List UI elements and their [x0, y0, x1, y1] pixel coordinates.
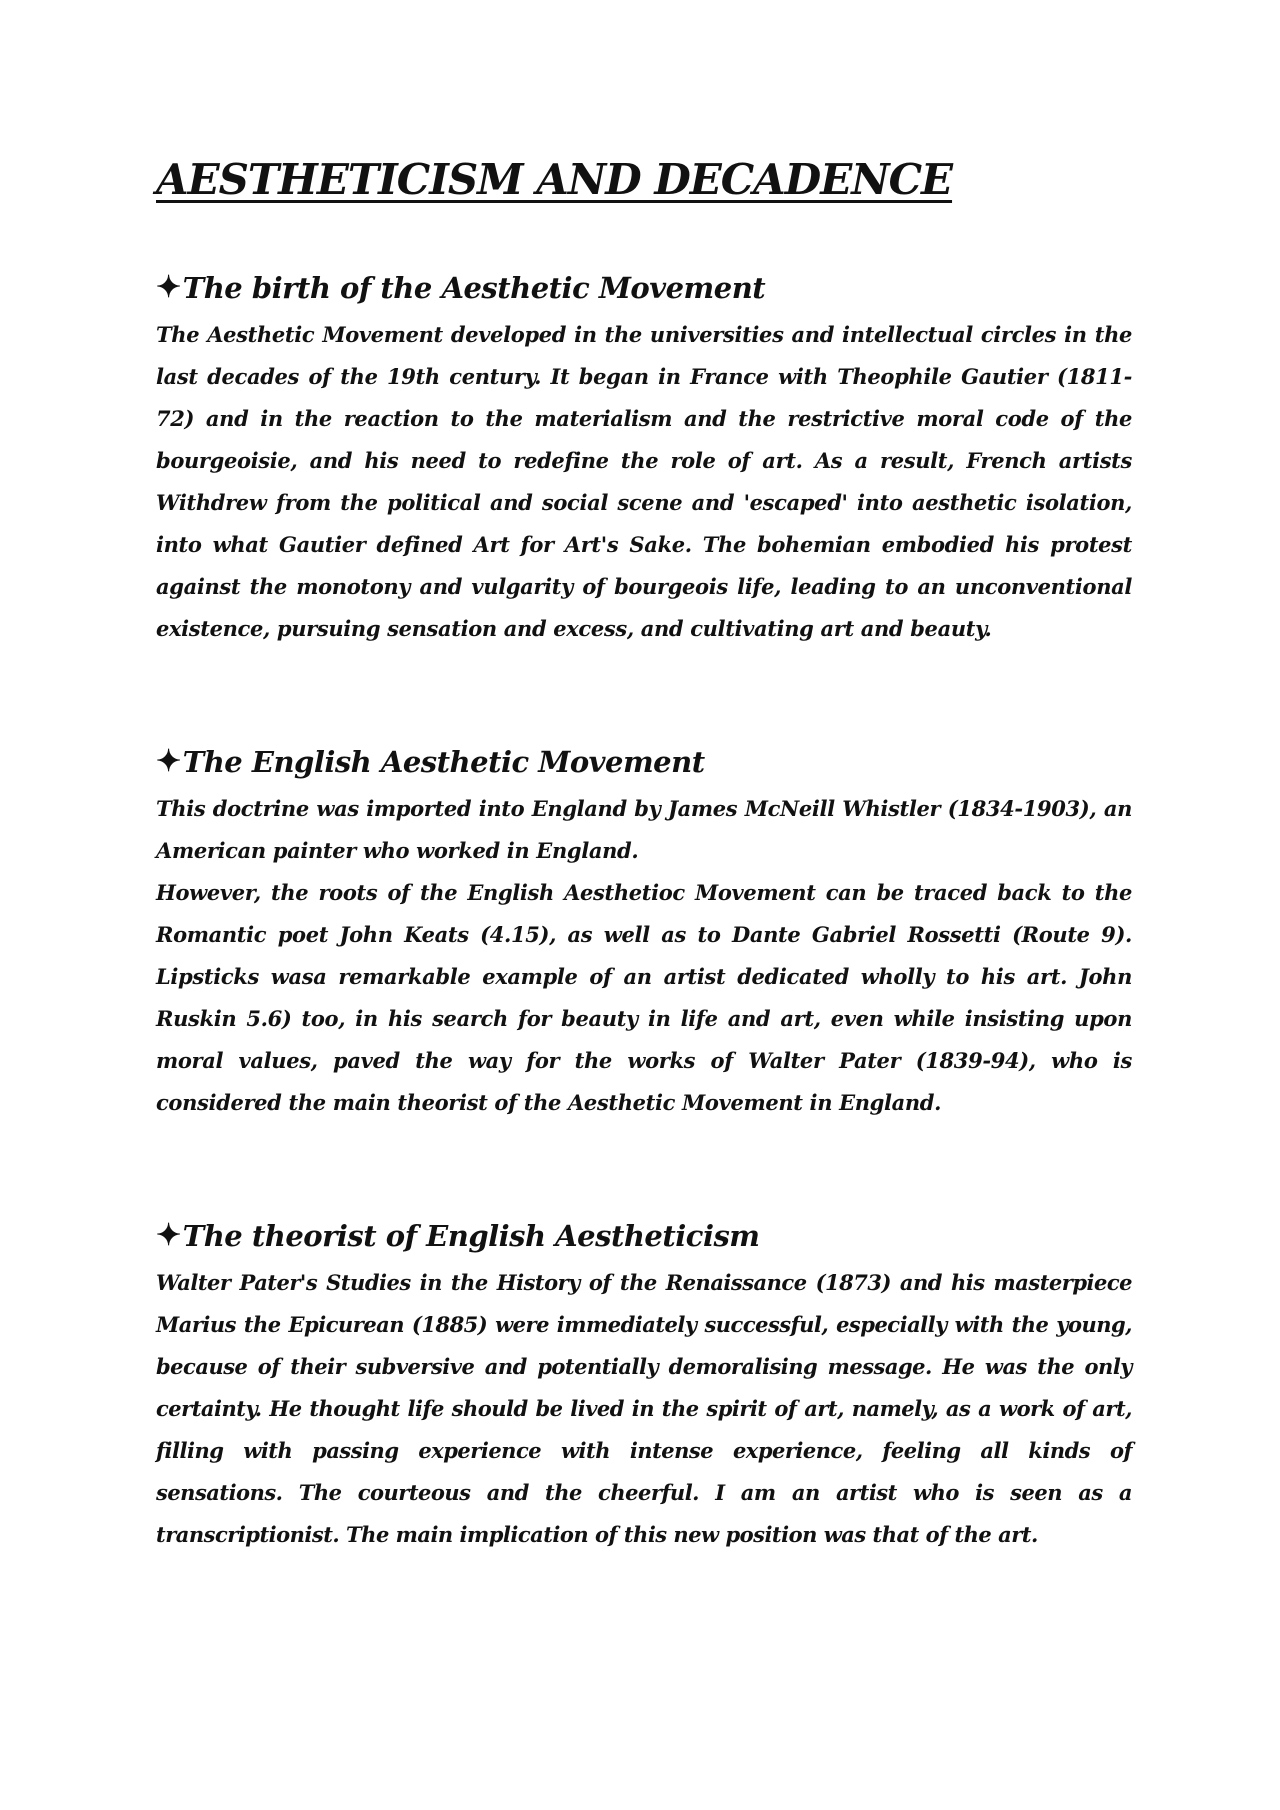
four-pointed-star-icon: ✦ — [156, 744, 181, 779]
section-heading — [156, 1216, 1132, 1256]
section-birth-aesthetic-movement — [156, 268, 1132, 650]
section-paragraph: However, the roots of the English Aesthetioc Movement can be traced back to the Romantic poet John Keats (4.15), as well as to Dante Gabriel Rossetti (Route 9). Lipsticks wasa remarkable example of an artist dedicated wholly to his art. John Ruskin 5.6) too, in his search for beauty in life and art, even while insisting upon moral values, paved the way for the works of Walter Pater (1839-94), who is considered the main theorist of the Aesthetic Movement in England. — [156, 880, 1132, 1115]
section-heading-text: The theorist of English Aestheticism — [182, 1219, 760, 1253]
four-pointed-star-icon: ✦ — [156, 270, 181, 305]
section-heading-text: The birth of the Aesthetic Movement — [182, 271, 766, 305]
section-heading — [156, 742, 1132, 782]
document-page — [156, 150, 1132, 1556]
section-theorist-english-aestheticism — [156, 1216, 1132, 1556]
section-paragraph: The Aesthetic Movement developed in the universities and intellectual circles in the last decades of the 19th century. It began in France with Theophile Gautier (1811-72) and in the reaction to the materialism and the restrictive moral code of the bourgeoisie, and his need to redefine the role of art. As a result, French artists Withdrew from the political and social scene and 'escaped' into aesthetic isolation, into what Gautier defined Art for Art's Sake. The bohemian embodied his protest against the monotony and vulgarity of bourgeois life, leading to an unconventional existence, pursuing sensation and excess, and cultivating art and beauty. — [156, 322, 1132, 641]
four-pointed-star-icon: ✦ — [156, 1218, 181, 1253]
section-paragraph: Walter Pater's Studies in the History of the Renaissance (1873) and his masterpiece Marius the Epicurean (1885) were immediately successful, especially with the young, because of their subversive and potentially demoralising message. He was the only certainty. He thought life should be lived in the spirit of art, namely, as a work of art, filling with passing experience with intense experience, feeling all kinds of sensations. The courteous and the cheerful. I am an artist who is seen as a transcriptionist. The main implication of this new position was that of the art. — [156, 1270, 1132, 1547]
section-heading — [156, 268, 1132, 308]
section-english-aesthetic-movement — [156, 742, 1132, 1124]
document-title: AESTHETICISM AND DECADENCE — [156, 155, 953, 204]
section-heading-text: The English Aesthetic Movement — [182, 745, 705, 779]
section-paragraph: This doctrine was imported into England by James McNeill Whistler (1834-1903), an American painter who worked in England. — [156, 796, 1132, 863]
